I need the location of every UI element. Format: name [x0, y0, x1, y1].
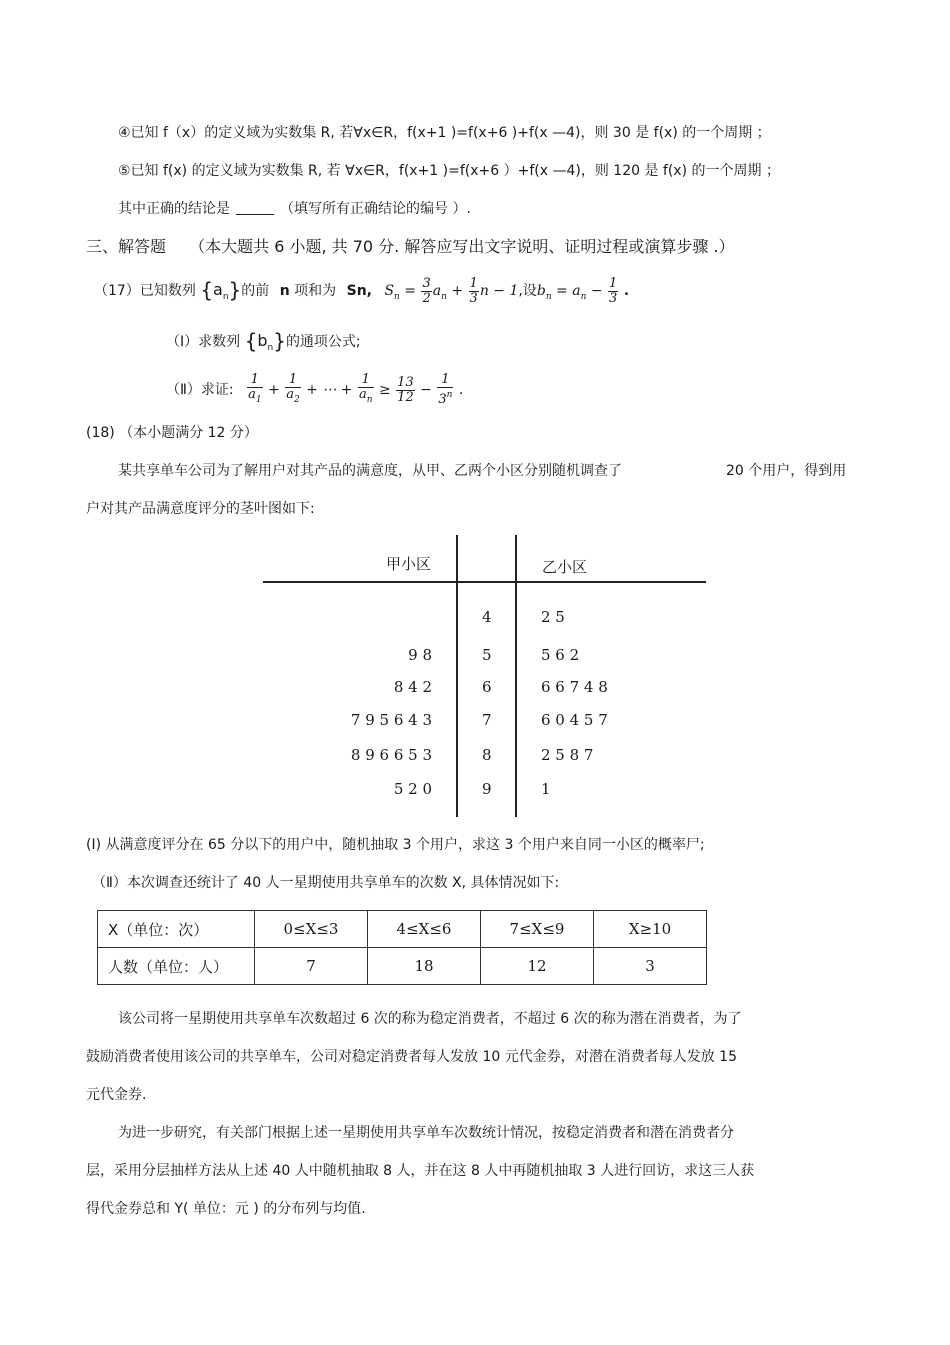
left-divider — [456, 535, 458, 817]
count-cell: 3 — [594, 948, 707, 985]
header-cell: X≥10 — [594, 911, 707, 948]
q18-p3a: 为进一步研究，有关部门根据上述一星期使用共享单车次数统计情况，按稳定消费者和潜在消费者分 — [118, 1125, 734, 1141]
left-title: 甲小区 — [386, 555, 432, 573]
q18-p2c: 元代金券. — [86, 1087, 147, 1103]
horizontal-rule — [263, 581, 706, 583]
table-row — [98, 911, 707, 948]
stem-7: 7 — [482, 711, 492, 729]
n-bold: n — [279, 283, 290, 299]
stem-4: 4 — [482, 608, 492, 626]
seq-a: a — [213, 280, 223, 299]
left-leaves-5: 9 8 — [408, 646, 432, 664]
left-leaves-6: 8 4 2 — [393, 678, 432, 696]
q17-part1-a: （Ⅰ）求数列 — [166, 334, 241, 350]
q17-intro-b: 的前 — [241, 283, 270, 299]
header-cell: 7≤X≤9 — [481, 911, 594, 948]
right-leaves-8: 2 5 8 7 — [541, 746, 594, 764]
sn-bold: Sn, — [346, 283, 372, 299]
table-row — [98, 948, 707, 985]
bn-formula: $b_n = a_n$ − $\frac{1}{3}$ — [536, 275, 618, 306]
seq-b: b — [257, 331, 268, 350]
right-leaves-9: 1 — [541, 780, 551, 798]
answer-line — [118, 200, 471, 218]
section3-heading — [86, 238, 735, 256]
count-cell: 7 — [255, 948, 368, 985]
answer-suffix: （填写所有正确结论的编号 ）. — [280, 201, 471, 217]
q17-part1-b: 的通项公式; — [285, 334, 361, 350]
right-leaves-4: 2 5 — [541, 608, 565, 626]
right-title: 乙小区 — [542, 558, 588, 576]
brace-right: } — [228, 278, 242, 302]
answer-blank — [236, 202, 274, 215]
q18-p1c: 户对其产品满意度评分的茎叶图如下: — [86, 501, 315, 517]
right-leaves-7: 6 0 4 5 7 — [541, 711, 608, 729]
q17-intro-a: （17）已知数列 — [94, 283, 196, 299]
count-cell: 12 — [481, 948, 594, 985]
q18-p3b: 层，采用分层抽样方法从上述 40 人中随机抽取 8 人，并在这 8 人中再随机抽取 3 人进行回访，求这三人获 — [86, 1163, 755, 1179]
brace-left: { — [200, 278, 214, 302]
q18-p1a-text: 某共享单车公司为了解用户对其产品的满意度，从甲、乙两个小区分别随机调查了 — [118, 463, 622, 479]
q17-part1: （Ⅰ）求数列 $\{b_n\}$的通项公式; — [166, 329, 361, 353]
q18-header: (18) （本小题满分 12 分） — [86, 425, 258, 441]
header-cell: 0≤X≤3 — [255, 911, 368, 948]
q17-part2 — [166, 370, 463, 410]
section3-note: （本大题共 6 小题, 共 70 分. 解答应写出文字说明、证明过程或演算步骤 .） — [189, 237, 735, 256]
q18-part1: (I) 从满意度评分在 65 分以下的用户中，随机抽取 3 个用户，求这 3 个用户来自同一小区的概率尸; — [86, 837, 705, 853]
row1-label: X（单位：次） — [98, 911, 255, 948]
left-leaves-7: 7 9 5 6 4 3 — [350, 711, 432, 729]
header-cell: 4≤X≤6 — [368, 911, 481, 948]
left-leaves-8: 8 9 6 6 5 3 — [350, 746, 432, 764]
stem-6: 6 — [482, 678, 492, 696]
q17-intro-c: 项和为 — [294, 283, 337, 299]
answer-prefix: 其中正确的结论是 — [118, 201, 230, 217]
left-leaves-9: 5 2 0 — [393, 780, 432, 798]
q18-p2a: 该公司将一星期使用共享单车次数超过 6 次的称为稳定消费者，不超过 6 次的称为潜在消费者，为了 — [118, 1011, 742, 1027]
q18-part2: （Ⅱ）本次调查还统计了 40 人一星期使用共享单车的次数 X, 具体情况如下: — [92, 875, 560, 891]
q17-intro: （17）已知数列 $\{a_n\}$的前 n 项和为 Sn, $S_n$ = $\frac{3}{2}$ $a_n$ + $\frac{1}{3}$ n − 1,设$b_n = a_n$ − $\frac{1}{3}$ . — [94, 275, 630, 306]
q17-part2-label: （Ⅱ）求证: — [166, 382, 234, 398]
frequency-table — [97, 910, 707, 985]
q18-p2b: 鼓励消费者使用该公司的共享单车，公司对稳定消费者每人发放 10 元代金券，对潜在消费者每人发放 15 — [86, 1049, 737, 1065]
right-leaves-5: 5 6 2 — [541, 646, 580, 664]
q18-p1a — [118, 462, 847, 480]
q18-p3c: 得代金券总和 Y( 单位：元 ) 的分布列与均值. — [86, 1201, 366, 1217]
inequality-formula: $\frac{1}{a_1}$ + $\frac{1}{a_2}$ + ⋯ + $\frac{1}{a_n}$ ≥ $\frac{13}{12}$ − $\frac{1}{3^n}$ . — [248, 372, 464, 407]
section3-title: 三、解答题 — [86, 237, 167, 256]
q18-p1b-text: 20 个用户，得到用 — [726, 463, 847, 479]
stem-8: 8 — [482, 746, 492, 764]
stem-5: 5 — [482, 646, 492, 664]
right-leaves-6: 6 6 7 4 8 — [541, 678, 608, 696]
item-4: ④已知 f（x）的定义域为实数集 R, 若∀x∈R，f(x+1 )=f(x+6 )+f(x —4)，则 30 是 f(x) 的一个周期 ； — [118, 125, 771, 141]
item-5: ⑤已知 f(x) 的定义域为实数集 R, 若 ∀x∈R，f(x+1 )=f(x+6 ）+f(x —4)，则 120 是 f(x) 的一个周期 ； — [118, 163, 780, 179]
row2-label: 人数（单位：人） — [98, 948, 255, 985]
stem-9: 9 — [482, 780, 492, 798]
right-divider — [515, 535, 517, 817]
count-cell: 18 — [368, 948, 481, 985]
sn-formula: $S_n$ = $\frac{3}{2}$ $a_n$ + $\frac{1}{3}$ n − 1 — [384, 275, 519, 306]
set-b: ,设 — [518, 283, 537, 299]
